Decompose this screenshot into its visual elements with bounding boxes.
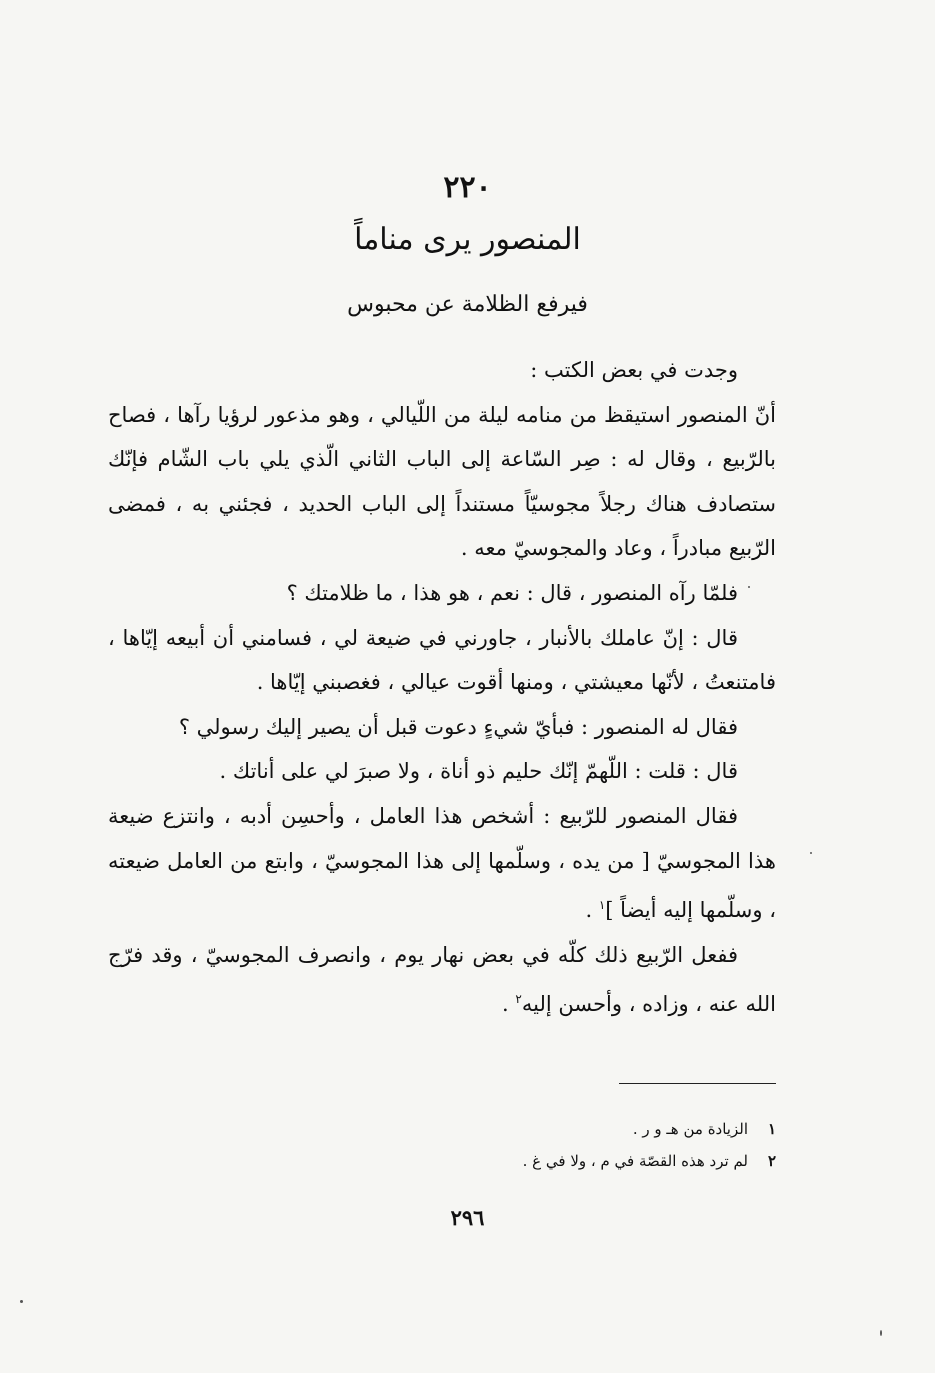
paragraph-7-end: . bbox=[585, 898, 599, 923]
story-subtitle: فيرفع الظلامة عن محبوس bbox=[347, 292, 588, 317]
footnote-divider bbox=[619, 1083, 776, 1084]
footnote-2 bbox=[400, 1145, 776, 1177]
scan-speck bbox=[20, 1300, 23, 1303]
page-number: ٢٩٦ bbox=[450, 1205, 485, 1230]
footnotes bbox=[400, 1113, 776, 1177]
scan-speck bbox=[810, 852, 812, 854]
paragraph-5: فقال له المنصور : فبأيّ شيءٍ دعوت قبل أن يصير إليك رسولي ؟ bbox=[178, 714, 738, 739]
paragraph-3: فلمّا رآه المنصور ، قال : نعم ، هو هذا ، ما ظلامتك ؟ bbox=[286, 580, 738, 605]
paragraph-8 bbox=[108, 933, 776, 1027]
footnote-1 bbox=[400, 1113, 776, 1145]
footnote-1-text: الزيادة من هـ و ر . bbox=[632, 1120, 748, 1138]
scan-speck bbox=[880, 1330, 882, 1336]
story-title: المنصور يرى مناماً bbox=[354, 222, 581, 257]
footnote-2-number: ٢ bbox=[767, 1152, 776, 1170]
paragraph-1: وجدت في بعض الكتب : bbox=[530, 358, 738, 382]
story-number: ٢٢٠ bbox=[443, 170, 492, 205]
story-body bbox=[108, 348, 776, 1027]
paragraph-2: أنّ المنصور استيقظ من منامه ليلة من اللّيالي ، وهو مذعور لرؤيا رآها ، فصاح بالرّبيع ، وقال له : صِر السّاعة إلى الباب الثاني الّذي يلي باب الشّام فإنّك ستصادف هناك رجلاً مجوسيّاً مستنداً إلى الباب الحديد ، فجئني به ، فمضى الرّبيع مبادراً ، وعاد والمجوسيّ معه . bbox=[108, 402, 776, 561]
footnote-2-text: لم ترد هذه القصّة في م ، ولا في غ . bbox=[522, 1152, 748, 1170]
footnote-ref-1: ١ bbox=[598, 898, 606, 913]
paragraph-7 bbox=[108, 794, 776, 933]
paragraph-4: قال : إنّ عاملك بالأنبار ، جاورني في ضيعة لي ، فسامني أن أبيعه إيّاها ، فامتنعتُ ، لأنّها معيشتي ، ومنها أقوت عيالي ، فغصبني إيّاها . bbox=[108, 625, 776, 695]
paragraph-7-text: فقال المنصور للرّبيع : أشخص هذا العامل ، وأحسِن أدبه ، وانتزع ضيعة هذا المجوسيّ [ من يده ، وسلّمها إلى هذا المجوسيّ ، وابتع من العامل ضيعته ، وسلّمها إليه أيضاً ] bbox=[108, 803, 776, 923]
footnote-1-number: ١ bbox=[767, 1120, 776, 1138]
paragraph-8-end: . bbox=[502, 992, 516, 1017]
paragraph-6: قال : قلت : اللّهمّ إنّك حليم ذو أناة ، ولا صبرَ لي على أناتك . bbox=[219, 759, 738, 784]
paragraph-8-text: ففعل الرّبيع ذلك كلّه في بعض نهار يوم ، وانصرف المجوسيّ ، وقد فرّج الله عنه ، وزاده ، وأحسن إليه bbox=[108, 942, 776, 1017]
footnote-ref-2: ٢ bbox=[515, 992, 522, 1007]
scan-speck bbox=[748, 586, 750, 588]
